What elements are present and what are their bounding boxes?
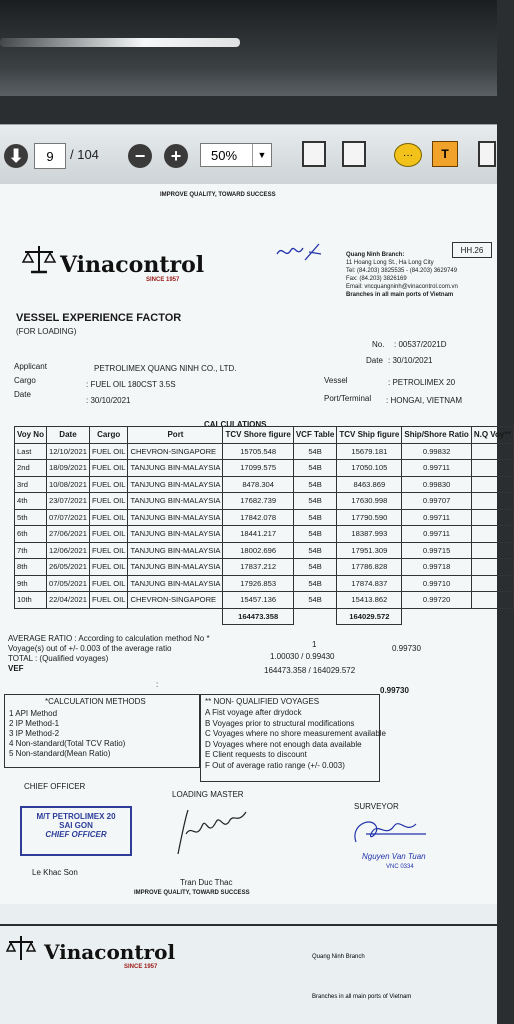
methods-title: *CALCULATION METHODS xyxy=(45,697,146,706)
zoom-out-icon: − xyxy=(128,144,152,168)
cell-voy: 9th xyxy=(15,575,47,592)
cell-tcv-shore: 18002.696 xyxy=(223,542,293,559)
cell-vcf: 54B xyxy=(293,542,337,559)
comment-icon[interactable]: ··· xyxy=(394,143,422,167)
table-row xyxy=(15,476,514,493)
cell-ratio: 0.99830 xyxy=(402,476,471,493)
cell-ratio: 0.99711 xyxy=(402,526,471,543)
total-figures: 164473.358 / 164029.572 xyxy=(264,666,356,675)
surveyor-code: VNC 0334 xyxy=(386,864,414,870)
no-value: : 00537/2021D xyxy=(394,340,447,349)
branch-email: Email: vncquangninh@vinacontrol.com.vn xyxy=(346,284,458,290)
cell-date: 07/05/2021 xyxy=(46,575,89,592)
cell-port: TANJUNG BIN-MALAYSIA xyxy=(128,542,223,559)
table-row xyxy=(15,460,514,477)
surveyor-signature xyxy=(346,812,436,852)
cargo-label: Cargo xyxy=(14,376,36,385)
nq-box xyxy=(200,694,386,782)
cell-ratio: 0.99720 xyxy=(402,592,471,609)
fit-width-icon[interactable] xyxy=(342,141,366,167)
total-qualified-line: TOTAL : (Qualified voyages) xyxy=(8,654,109,663)
loading-master-name: Tran Duc Thac xyxy=(180,878,233,887)
cell-nq xyxy=(471,493,513,510)
cell-tcv-ship: 8463.869 xyxy=(337,476,402,493)
fit-page-icon[interactable] xyxy=(302,141,326,167)
form-code: HH.26 xyxy=(452,242,492,258)
brand-name: Vinacontrol xyxy=(60,252,205,278)
cell-cargo: FUEL OIL xyxy=(89,526,127,543)
cell-vcf: 54B xyxy=(293,526,337,543)
cargo-value: : FUEL OIL 180CST 3.5S xyxy=(86,380,176,389)
cell-vcf: 54B xyxy=(293,493,337,510)
doc-subtitle: (FOR LOADING) xyxy=(16,327,77,336)
cell-ratio: 0.99710 xyxy=(402,575,471,592)
vessel-value: : PETROLIMEX 20 xyxy=(388,378,456,387)
nq-item: D Voyages where not enough data available xyxy=(205,739,362,749)
cell-tcv-shore: 15705.548 xyxy=(223,443,293,460)
cell-date: 12/10/2021 xyxy=(46,443,89,460)
cell-cargo: FUEL OIL xyxy=(89,476,127,493)
average-method: 1 xyxy=(312,640,317,649)
col-date: Date xyxy=(46,427,89,444)
nq-item: E Client requests to discount xyxy=(205,750,307,759)
page-total: / 104 xyxy=(70,147,99,162)
cell-voy: 2nd xyxy=(15,460,47,477)
zoom-value: 50% xyxy=(211,147,238,163)
nq-item: F Out of average ratio range (+/- 0.003) xyxy=(205,760,345,770)
cell-voy: 6th xyxy=(15,526,47,543)
cell-cargo: FUEL OIL xyxy=(89,509,127,526)
cell-port: TANJUNG BIN-MALAYSIA xyxy=(128,559,223,576)
branch-name-2: Quang Ninh Branch xyxy=(312,954,365,960)
table-row xyxy=(15,575,514,592)
col-voy: Voy No xyxy=(15,427,47,444)
cell-voy: 3rd xyxy=(15,476,47,493)
cell-date: 22/04/2021 xyxy=(46,592,89,609)
document-viewport[interactable] xyxy=(0,184,511,924)
col-cargo: Cargo xyxy=(89,427,127,444)
voyages-out-line: Voyage(s) out of +/- 0.003 of the average ratio xyxy=(8,644,172,653)
cell-voy: 4th xyxy=(15,493,47,510)
cell-date: 18/09/2021 xyxy=(46,460,89,477)
sign-icon[interactable] xyxy=(478,141,496,167)
col-ratio: Ship/Shore Ratio xyxy=(402,427,471,444)
branch-name: Quang Ninh Branch: xyxy=(346,252,405,258)
cell-vcf: 54B xyxy=(293,509,337,526)
chevron-down-icon: ▼ xyxy=(252,144,271,166)
cell-nq xyxy=(471,542,513,559)
stamp-line3: CHIEF OFFICER xyxy=(45,830,107,839)
loading-master-signature xyxy=(172,804,252,860)
col-vcf: VCF Table xyxy=(293,427,337,444)
chief-officer-label: CHIEF OFFICER xyxy=(24,782,86,791)
cell-nq xyxy=(471,443,513,460)
table-row xyxy=(15,592,514,609)
surveyor-label: SURVEYOR xyxy=(354,802,399,811)
cell-voy: 7th xyxy=(15,542,47,559)
page-number-input[interactable]: 9 xyxy=(34,143,66,169)
cell-tcv-ship: 17630.998 xyxy=(337,493,402,510)
no-label: No. xyxy=(372,340,385,349)
table-row xyxy=(15,443,514,460)
cell-ratio: 0.99707 xyxy=(402,493,471,510)
stamp-line1: M/T PETROLIMEX 20 xyxy=(36,812,116,821)
cell-port: TANJUNG BIN-MALAYSIA xyxy=(128,575,223,592)
cell-ratio: 0.99832 xyxy=(402,443,471,460)
zoom-in-icon: + xyxy=(164,144,188,168)
cell-tcv-shore: 18441.217 xyxy=(223,526,293,543)
cell-ratio: 0.99718 xyxy=(402,559,471,576)
top-tagline: IMPROVE QUALITY, TOWARD SUCCESS xyxy=(160,192,276,198)
cell-tcv-ship: 17790.590 xyxy=(337,509,402,526)
branch-fax: Fax: (84.203) 3826169 xyxy=(346,276,407,282)
cell-nq xyxy=(471,476,513,493)
cell-date: 12/06/2021 xyxy=(46,542,89,559)
nq-title: ** NON- QUALIFIED VOYAGES xyxy=(205,697,320,706)
date2-label: Date xyxy=(14,390,31,399)
bottom-tagline: IMPROVE QUALITY, TOWARD SUCCESS xyxy=(134,890,250,896)
nq-item: C Voyages where no shore measurement available xyxy=(205,729,386,738)
applicant-label: Applicant xyxy=(14,362,47,371)
col-port: Port xyxy=(128,427,223,444)
table-row xyxy=(15,493,514,510)
cell-tcv-ship: 17951.309 xyxy=(337,542,402,559)
stamp-line2: SAI GON xyxy=(59,821,93,830)
scales-logo-icon xyxy=(22,244,56,274)
initial-signature xyxy=(275,240,323,266)
cell-voy: 10th xyxy=(15,592,47,609)
cell-voy: 8th xyxy=(15,559,47,576)
col-tcv-shore: TCV Shore figure xyxy=(223,427,293,444)
date-value: : 30/10/2021 xyxy=(388,356,433,365)
cell-port: TANJUNG BIN-MALAYSIA xyxy=(128,526,223,543)
cell-tcv-shore: 8478.304 xyxy=(223,476,293,493)
cell-nq xyxy=(471,509,513,526)
cell-vcf: 54B xyxy=(293,460,337,477)
branch-address: 11 Hoang Long St., Ha Long City xyxy=(346,260,434,266)
cell-tcv-shore: 17682.739 xyxy=(223,493,293,510)
cell-tcv-shore: 17926.853 xyxy=(223,575,293,592)
cell-port: TANJUNG BIN-MALAYSIA xyxy=(128,493,223,510)
method-item: 2 IP Method-1 xyxy=(9,719,60,728)
cell-tcv-ship: 17786.828 xyxy=(337,559,402,576)
brand-since-2: SINCE 1957 xyxy=(124,964,158,970)
average-ratio-value: 0.99730 xyxy=(392,644,421,653)
cell-date: 27/06/2021 xyxy=(46,526,89,543)
cell-tcv-ship: 17050.105 xyxy=(337,460,402,477)
cell-vcf: 54B xyxy=(293,592,337,609)
total-shore: 164473.358 xyxy=(223,608,293,625)
vef-value: 0.99730 xyxy=(380,686,409,695)
screen-glare xyxy=(0,38,240,47)
cell-tcv-shore: 15457.136 xyxy=(223,592,293,609)
method-item: 5 Non-standard(Mean Ratio) xyxy=(9,749,111,758)
table-row xyxy=(15,542,514,559)
pdf-toolbar xyxy=(0,124,497,186)
cell-vcf: 54B xyxy=(293,559,337,576)
brand-name-2: Vinacontrol xyxy=(44,940,176,964)
cell-date: 07/07/2021 xyxy=(46,509,89,526)
zoom-out-button[interactable] xyxy=(128,143,152,169)
highlight-text-icon[interactable]: T xyxy=(432,141,458,167)
method-item: 4 Non-standard(Total TCV Ratio) xyxy=(9,739,126,748)
surveyor-name: Nguyen Van Tuan xyxy=(362,852,426,861)
cell-nq xyxy=(471,592,513,609)
cell-vcf: 54B xyxy=(293,443,337,460)
cell-tcv-ship: 15413.862 xyxy=(337,592,402,609)
cell-port: TANJUNG BIN-MALAYSIA xyxy=(128,509,223,526)
cell-tcv-ship: 18387.993 xyxy=(337,526,402,543)
cell-date: 23/07/2021 xyxy=(46,493,89,510)
col-tcv-ship: TCV Ship figure xyxy=(337,427,402,444)
cell-port: TANJUNG BIN-MALAYSIA xyxy=(128,460,223,477)
cell-tcv-shore: 17842.078 xyxy=(223,509,293,526)
cell-nq xyxy=(471,575,513,592)
monitor-bezel xyxy=(0,0,497,96)
nq-item: A Fist voyage after drydock xyxy=(205,708,302,717)
cell-cargo: FUEL OIL xyxy=(89,493,127,510)
brand-since: SINCE 1957 xyxy=(146,277,180,283)
document-page xyxy=(0,184,511,904)
table-row xyxy=(15,526,514,543)
cell-port: CHEVRON-SINGAPORE xyxy=(128,443,223,460)
average-ratio-line: AVERAGE RATIO : According to calculation method No * xyxy=(8,634,210,643)
table-row xyxy=(15,559,514,576)
method-item: 3 IP Method-2 xyxy=(9,729,60,738)
cell-voy: Last xyxy=(15,443,47,460)
cell-vcf: 54B xyxy=(293,575,337,592)
arrow-down-icon: ⬇ xyxy=(4,144,28,168)
table-body xyxy=(15,443,514,608)
chief-officer-name: Le Khac Son xyxy=(32,868,78,877)
scales-logo-icon-2 xyxy=(6,934,36,962)
ship-stamp xyxy=(20,806,132,856)
branch-branches-2: Branches in all main ports of Vietnam xyxy=(312,994,412,1000)
cell-ratio: 0.99711 xyxy=(402,460,471,477)
cell-cargo: FUEL OIL xyxy=(89,559,127,576)
cell-nq xyxy=(471,559,513,576)
doc-title: VESSEL EXPERIENCE FACTOR xyxy=(16,312,182,324)
cell-ratio: 0.99711 xyxy=(402,509,471,526)
calculations-table xyxy=(14,426,514,625)
cell-port: TANJUNG BIN-MALAYSIA xyxy=(128,476,223,493)
cell-tcv-ship: 17874.837 xyxy=(337,575,402,592)
branch-tel: Tel: (84.203) 3825535 - (84.203) 3629749 xyxy=(346,268,458,274)
cell-nq xyxy=(471,526,513,543)
cell-ratio: 0.99715 xyxy=(402,542,471,559)
cell-vcf: 54B xyxy=(293,476,337,493)
cell-cargo: FUEL OIL xyxy=(89,542,127,559)
calculations-title: CALCULATIONS xyxy=(204,420,267,429)
vef-colon: : xyxy=(156,680,159,689)
cell-voy: 5th xyxy=(15,509,47,526)
cell-cargo: FUEL OIL xyxy=(89,443,127,460)
total-ratio: 1.00030 / 0.99430 xyxy=(270,652,335,661)
port-label: Port/Terminal xyxy=(324,394,372,403)
zoom-in-button[interactable] xyxy=(164,143,188,169)
col-nq: N.Q Voy** xyxy=(471,427,513,444)
cell-cargo: FUEL OIL xyxy=(89,592,127,609)
cell-date: 26/05/2021 xyxy=(46,559,89,576)
table-row xyxy=(15,509,514,526)
method-item: 1 API Method xyxy=(9,709,58,718)
cell-nq xyxy=(471,460,513,477)
port-value: : HONGAI, VIETNAM xyxy=(386,396,463,405)
loading-master-label: LOADING MASTER xyxy=(172,790,244,799)
cell-port: CHEVRON-SINGAPORE xyxy=(128,592,223,609)
vessel-label: Vessel xyxy=(324,376,348,385)
next-page xyxy=(0,926,497,1024)
cell-cargo: FUEL OIL xyxy=(89,460,127,477)
cell-tcv-shore: 17837.212 xyxy=(223,559,293,576)
cell-cargo: FUEL OIL xyxy=(89,575,127,592)
nq-item: B Voyages prior to structural modifications xyxy=(205,718,355,728)
zoom-select[interactable] xyxy=(200,143,272,167)
date-label: Date xyxy=(366,356,383,365)
next-page-button[interactable] xyxy=(4,143,28,169)
date2-value: : 30/10/2021 xyxy=(86,396,131,405)
table-header-row xyxy=(15,427,514,444)
cell-tcv-ship: 15679.181 xyxy=(337,443,402,460)
total-ship: 164029.572 xyxy=(337,608,402,625)
cell-date: 10/08/2021 xyxy=(46,476,89,493)
branch-branches: Branches in all main ports of Vietnam xyxy=(346,292,454,298)
totals-row xyxy=(15,608,514,625)
applicant-value: PETROLIMEX QUANG NINH CO., LTD. xyxy=(94,364,237,373)
cell-tcv-shore: 17099.575 xyxy=(223,460,293,477)
vef-label: VEF xyxy=(8,664,24,673)
methods-box xyxy=(4,694,200,768)
